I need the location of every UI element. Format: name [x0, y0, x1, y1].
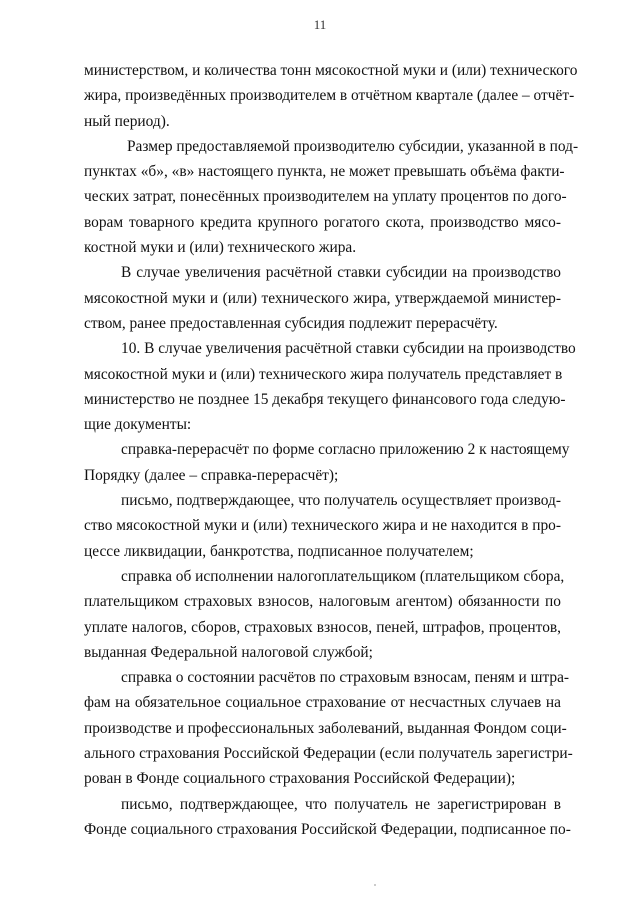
paragraph	[84, 792, 571, 843]
text-line: производстве и профессиональных заболеваний, выданная Фондом соци-	[84, 719, 567, 737]
text-line: ством, ранее предоставленная субсидия подлежит перерасчёту.	[84, 314, 498, 332]
text-line: рован в Фонде социального страхования Российской Федерации);	[84, 770, 516, 788]
document-body	[84, 58, 579, 842]
text-line: мясокостной муки и (или) технического жира, утверждаемой министер-	[84, 289, 561, 307]
text-line: выданная Федеральной налоговой службой;	[84, 643, 373, 661]
text-line: Размер предоставляемой производителю субсидии, указанной в под-	[127, 137, 579, 155]
text-line: министерством, и количества тонн мясокостной муки и (или) технического	[84, 62, 578, 79]
text-line: костной муки и (или) технического жира.	[84, 239, 357, 257]
text-line: уплате налогов, сборов, страховых взносов, пеней, штрафов, процентов,	[84, 618, 561, 636]
text-line: цессе ликвидации, банкротства, подписанное получателем;	[84, 542, 474, 560]
paragraph	[84, 134, 579, 260]
paragraph	[84, 564, 565, 665]
paragraph	[84, 437, 570, 488]
text-line: министерство не позднее 15 декабря текущего финансового года следую-	[84, 390, 566, 408]
text-line: щие документы:	[84, 416, 192, 434]
text-line: справка-перерасчёт по форме согласно приложению 2 к настоящему	[121, 441, 570, 459]
text-line: справка об исполнении налогоплательщиком (плательщиком сбора,	[121, 567, 565, 585]
text-line: Фонде социального страхования Российской Федерации, подписанное по-	[84, 820, 571, 838]
text-line: письмо, подтверждающее, что получатель осуществляет производ-	[121, 492, 561, 510]
text-line: мясокостной муки и (или) технического жира получатель представляет в	[84, 365, 563, 383]
text-line: Порядку (далее – справка-перерасчёт);	[84, 466, 339, 484]
paragraph	[84, 336, 576, 437]
text-line: пунктах «б», «в» настоящего пункта, не может превышать объёма факти-	[84, 163, 565, 181]
text-line: ворам товарного кредита крупного рогатого скота, производство мясо-	[84, 213, 561, 231]
text-line: ческих затрат, понесённых производителем на уплату процентов по дого-	[84, 188, 567, 206]
text-line: жира, произведённых производителем в отчётном квартале (далее – отчёт-	[84, 87, 575, 105]
text-line: ный период).	[84, 112, 170, 130]
scan-speck	[374, 884, 376, 886]
text-line: фам на обязательное социальное страхование от несчастных случаев на	[84, 694, 561, 712]
paragraph	[84, 665, 573, 791]
paragraph	[84, 260, 561, 336]
text-line: В случае увеличения расчётной ставки субсидии на производство	[121, 264, 561, 282]
paragraph	[84, 488, 561, 564]
page-number: 11	[313, 17, 327, 32]
text-line: ального страхования Российской Федерации (если получатель зарегистри-	[84, 745, 573, 763]
text-line: плательщиком страховых взносов, налоговым агентом) обязанности по	[84, 593, 561, 611]
text-line: письмо, подтверждающее, что получатель не зарегистрирован в	[121, 795, 561, 813]
text-line: справка о состоянии расчётов по страховым взносам, пеням и штра-	[121, 669, 570, 687]
text-line: ство мясокостной муки и (или) технического жира и не находится в про-	[84, 517, 561, 535]
paragraph	[84, 58, 578, 134]
text-line: 10. В случае увеличения расчётной ставки субсидии на производство	[121, 340, 576, 358]
